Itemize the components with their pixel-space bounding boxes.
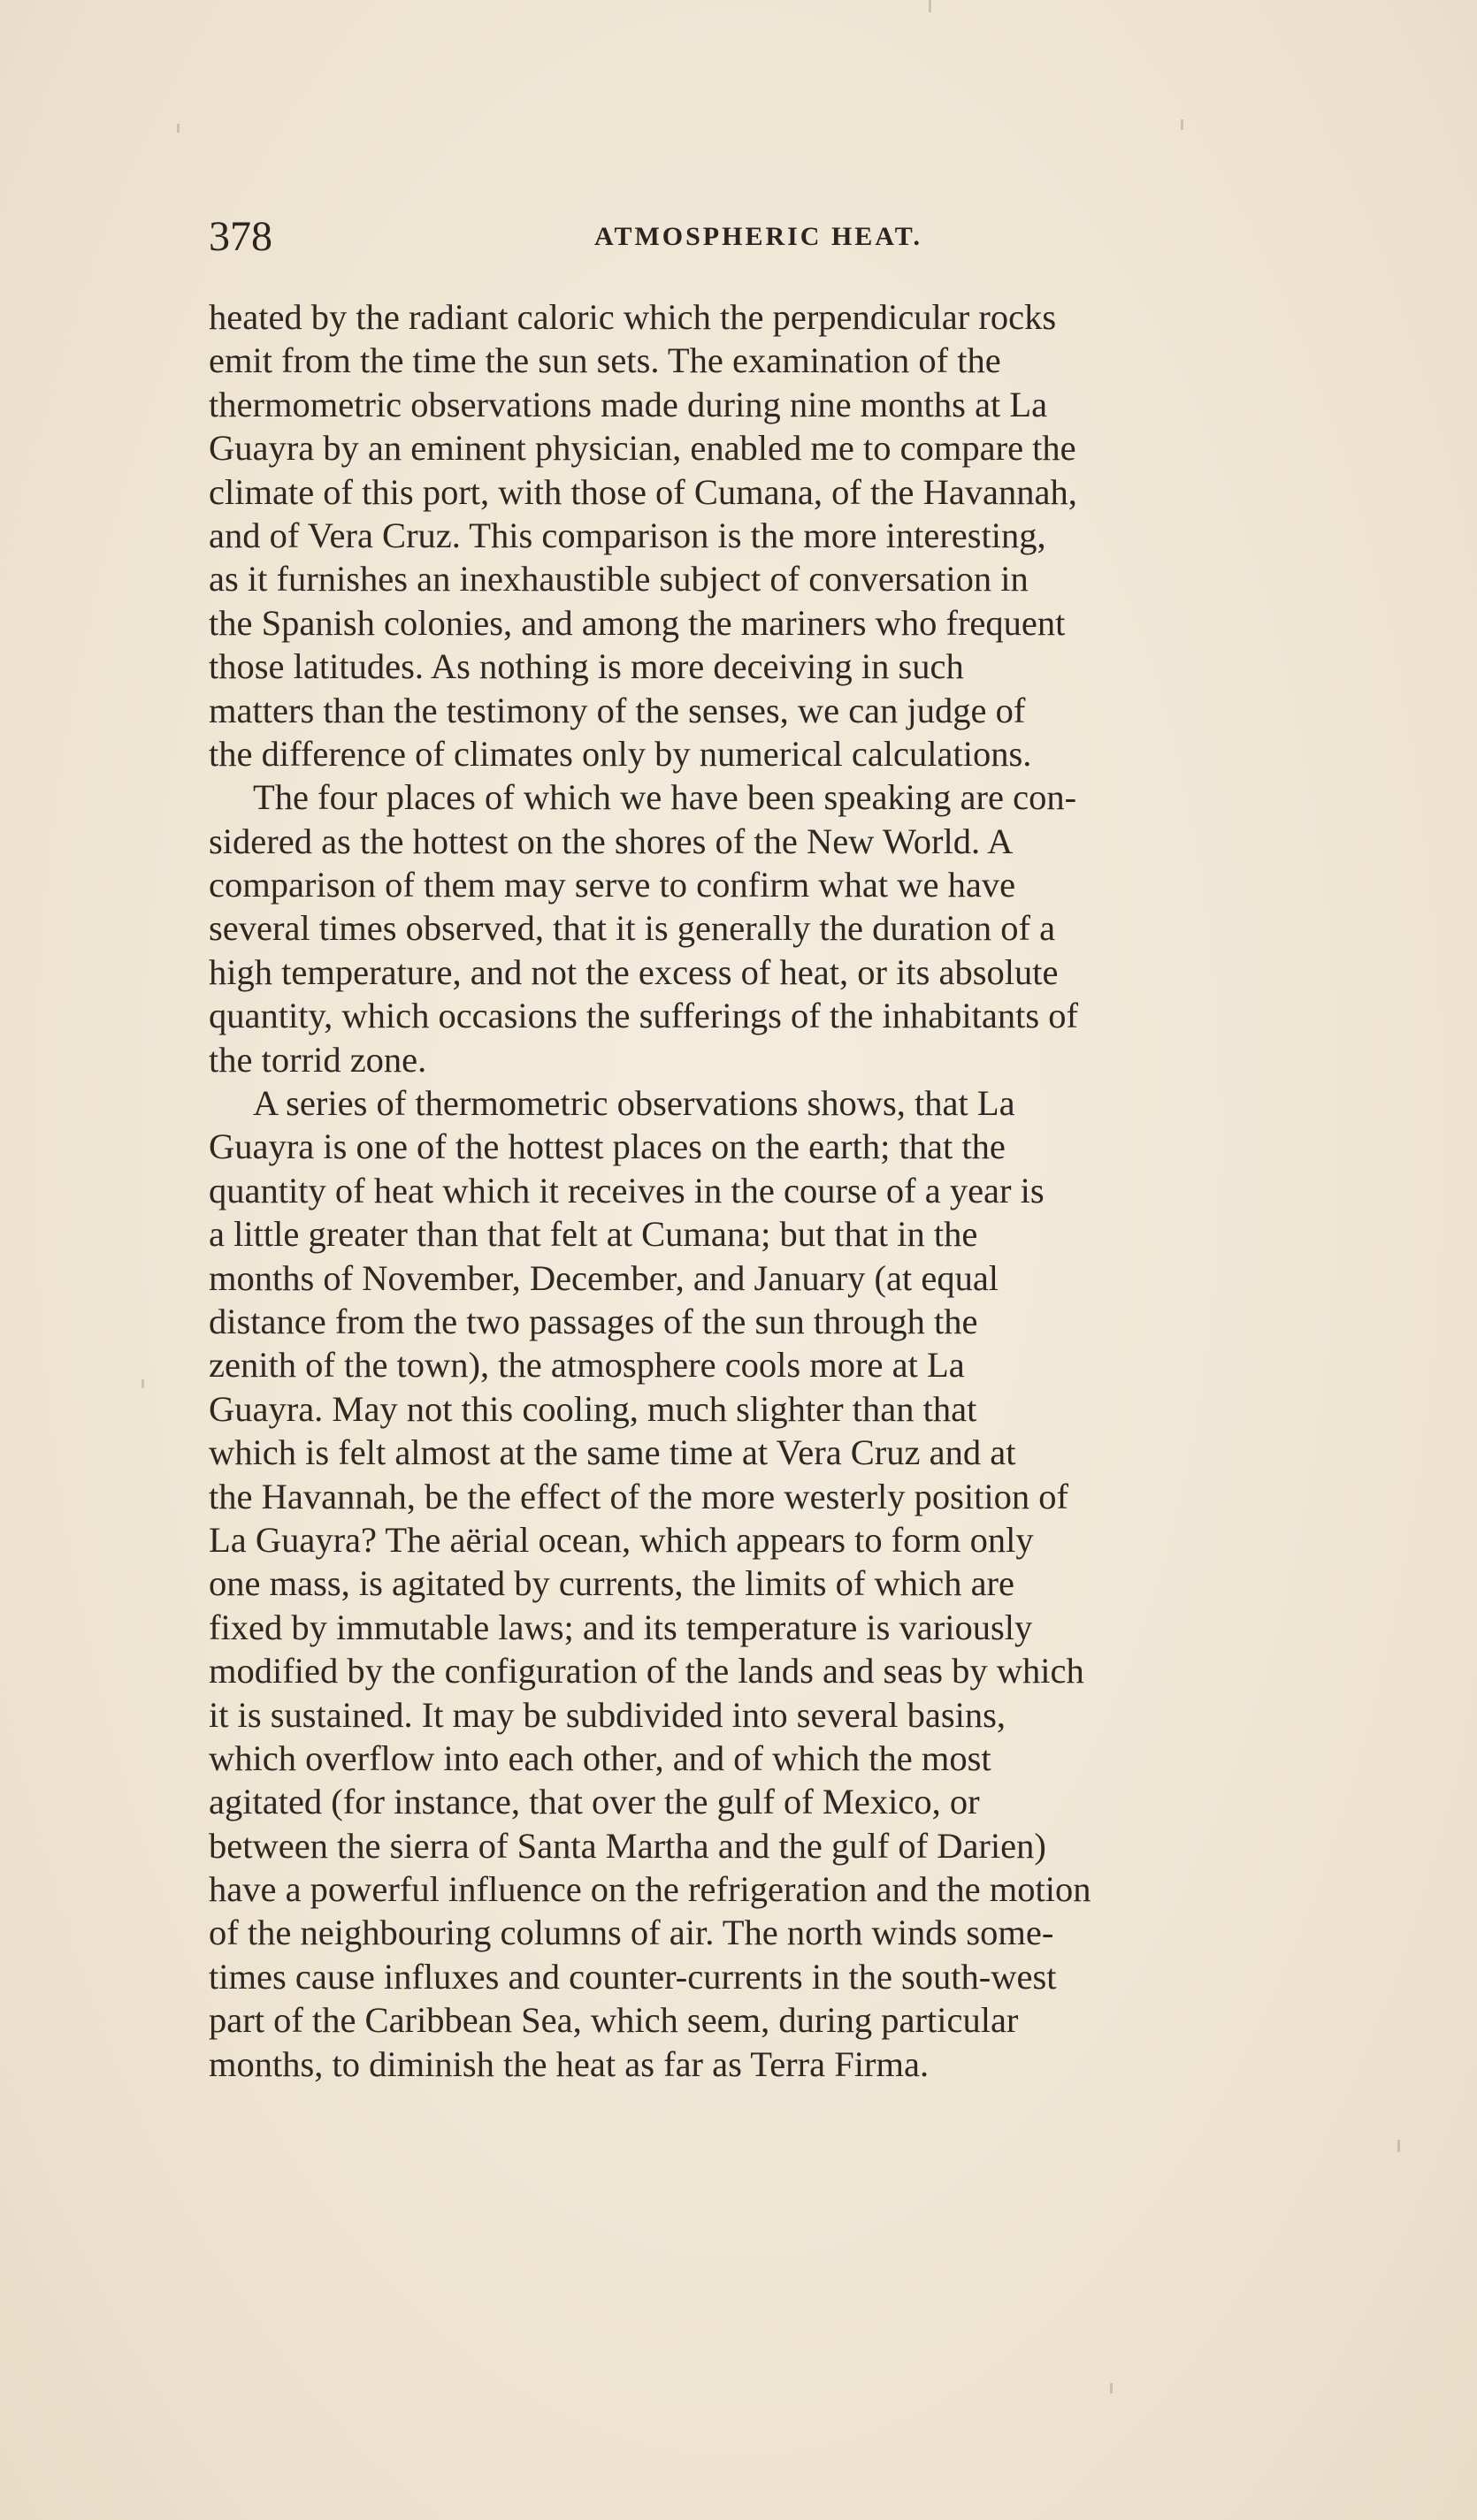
text-line: Guayra by an eminent physician, enabled me to compare the xyxy=(209,428,1076,469)
text-line: one mass, is agitated by currents, the limits of which are xyxy=(209,1563,1015,1604)
text-line: heated by the radiant caloric which the perpendicular rocks xyxy=(209,297,1057,337)
text-line: thermometric observations made during nine months at La xyxy=(209,384,1048,424)
paper-speck xyxy=(142,1379,144,1388)
text-line: times cause influxes and counter-currents in the south-west xyxy=(209,1956,1057,1997)
text-line: which overflow into each other, and of which the most xyxy=(209,1737,991,1778)
page-number: 378 xyxy=(209,213,272,260)
text-line: the difference of climates only by numerical calculations. xyxy=(209,733,1032,774)
text-line: Guayra. May not this cooling, much slighter than that xyxy=(209,1388,977,1429)
text-line: quantity of heat which it receives in the course of a year is xyxy=(209,1170,1045,1210)
text-line: quantity, which occasions the sufferings of the inhabitants of xyxy=(209,996,1079,1036)
text-line: matters than the testimony of the senses, we can judge of xyxy=(209,690,1026,730)
text-line: as it furnishes an inexhaustible subject of conversation in xyxy=(209,559,1029,599)
text-line: high temperature, and not the excess of heat, or its absolute xyxy=(209,951,1059,992)
text-line: agitated (for instance, that over the gulf of Mexico, or xyxy=(209,1782,980,1822)
running-head xyxy=(209,210,1350,263)
body-text xyxy=(209,295,1394,2086)
paragraph-start-line: A series of thermometric observations shows, that La xyxy=(253,1083,1015,1124)
paper-speck xyxy=(1110,2383,1113,2394)
text-line: comparison of them may serve to confirm what we have xyxy=(209,865,1016,905)
text-line: La Guayra? The aërial ocean, which appears to form only xyxy=(209,1519,1034,1560)
text-line: the Spanish colonies, and among the mariners who frequent xyxy=(209,602,1066,643)
text-line: fixed by immutable laws; and its temperature is variously xyxy=(209,1607,1033,1647)
text-line: and of Vera Cruz. This comparison is the more interesting, xyxy=(209,515,1046,555)
text-line: modified by the configuration of the lands and seas by which xyxy=(209,1651,1084,1691)
paper-speck xyxy=(177,124,180,133)
text-line: it is sustained. It may be subdivided into several basins, xyxy=(209,1694,1006,1735)
text-line: months of November, December, and January (at equal xyxy=(209,1257,999,1298)
paper-speck xyxy=(1397,2140,1400,2152)
text-line: between the sierra of Santa Martha and the gulf of Darien) xyxy=(209,1825,1046,1866)
text-line: emit from the time the sun sets. The examination of the xyxy=(209,340,1001,381)
text-line: distance from the two passages of the sun through the xyxy=(209,1301,978,1341)
text-line: those latitudes. As nothing is more deceiving in such xyxy=(209,646,964,687)
text-line: several times observed, that it is generally the duration of a xyxy=(209,908,1056,949)
text-line: which is felt almost at the same time at Vera Cruz and at xyxy=(209,1432,1016,1473)
text-line: have a powerful influence on the refrigeration and the motion xyxy=(209,1869,1091,1910)
text-line: months, to diminish the heat as far as Terra Firma. xyxy=(209,2043,930,2084)
text-line: a little greater than that felt at Cumana; but that in the xyxy=(209,1214,978,1255)
text-line: zenith of the town), the atmosphere cools more at La xyxy=(209,1345,965,1386)
paragraph-start-line: The four places of which we have been speaking are con- xyxy=(253,777,1077,818)
text-line: the torrid zone. xyxy=(209,1039,427,1080)
paper-speck xyxy=(1181,119,1183,130)
text-line: Guayra is one of the hottest places on the earth; that the xyxy=(209,1126,1006,1167)
paper-speck xyxy=(929,0,931,12)
text-line: climate of this port, with those of Cumana, of the Havannah, xyxy=(209,471,1077,512)
text-line: sidered as the hottest on the shores of the New World. A xyxy=(209,821,1014,861)
text-line: of the neighbouring columns of air. The north winds some- xyxy=(209,1913,1054,1953)
text-line: part of the Caribbean Sea, which seem, during particular xyxy=(209,2000,1019,2041)
text-line: the Havannah, be the effect of the more westerly position of xyxy=(209,1476,1069,1516)
running-head-title: ATMOSPHERIC HEAT. xyxy=(594,222,923,251)
